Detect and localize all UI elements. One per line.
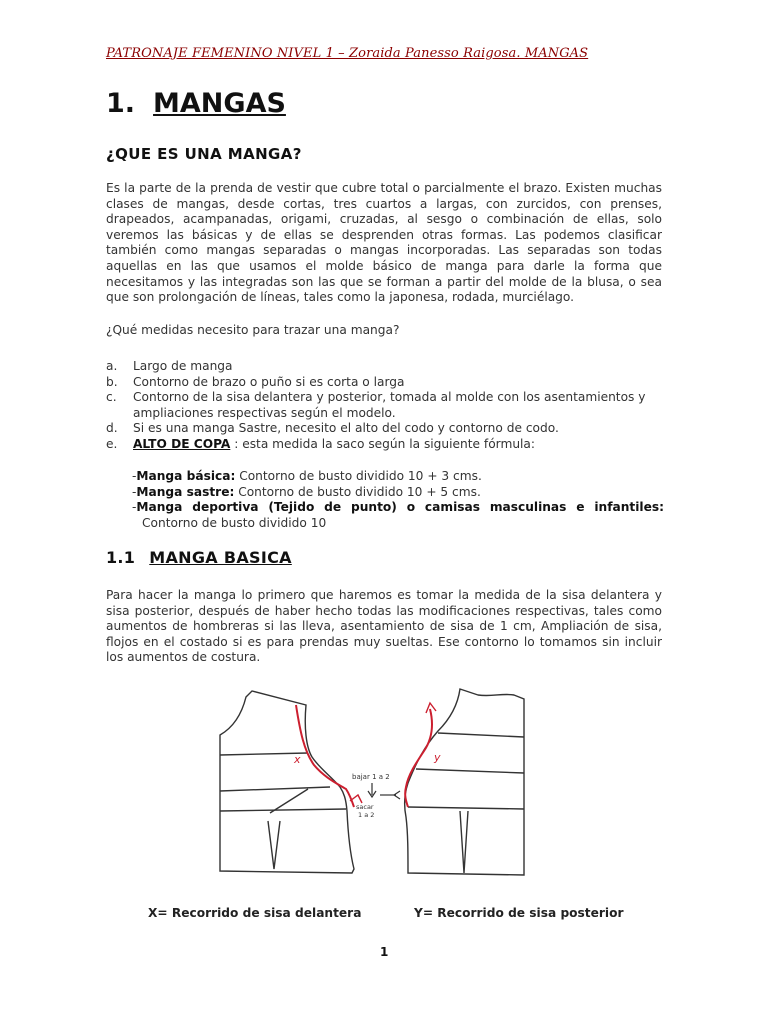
list-letter: d. [106,421,118,436]
formula-item: -Manga deportiva (Tejido de punto) o camisas masculinas e infantiles: Contorno de busto dividido 10 [132,500,664,530]
note-sacar: sacar [356,803,374,811]
measures-list [106,359,666,453]
paragraph-line: flojos en el costado si es para prendas muy sueltas. Ese contorno lo tomamos sin incluir [106,634,662,649]
list-text: Contorno de brazo o puño si es corta o larga [133,374,405,389]
formula-label: Manga sastre: [136,484,235,499]
caption-back-armhole: Y= Recorrido de sisa posterior [414,906,624,920]
paragraph-line: aumentos de hombreras si las lleva, asentamiento de sisa de 1 cm, Ampliación de sisa, [106,619,662,634]
formula-label: Manga deportiva (Tejido de punto) o camisas masculinas e infantiles: [136,500,664,515]
list-letter: c. [106,390,117,405]
front-waist-line [220,809,346,811]
paragraph-line: sisa posterior, después de haber hecho todas las modificaciones respectivas, tales como [106,603,662,618]
list-text: Largo de manga [133,359,233,373]
formula-text: Contorno de busto dividido 10 + 5 cms. [234,484,481,499]
list-letter: a. [106,359,118,373]
back-waist-line [408,807,524,809]
list-text: : esta medida la saco según la siguiente fórmula: [230,436,536,451]
list-item [106,359,666,375]
paragraph-line: veremos las básicas y de ellas se desprenden otras formas. Las podemos clasificar [106,227,662,242]
front-bust-line [220,787,330,791]
paragraph-line: Es la parte de la prenda de vestir que cubre total o parcialmente el brazo. Existen muchas [106,181,662,195]
paragraph-line: clases de mangas, desde cortas, tres cuartos a largas, con zurcidos, con prenses, [106,196,662,211]
note-sacar-amount: 1 a 2 [358,811,375,819]
formula-label: Manga básica: [136,469,236,483]
running-header: PATRONAJE FEMENINO NIVEL 1 – Zoraida Panesso Raigosa. MANGAS [106,46,589,61]
caption-front-armhole: X= Recorrido de sisa delantera [148,906,362,920]
formula-list [132,469,664,531]
formula-text: Contorno de busto dividido 10 + 3 cms. [235,469,482,483]
formula-item: -Manga sastre: Contorno de busto dividido 10 + 5 cms. [132,484,481,499]
paragraph-line: drapeados, acampanadas, origami, cruzadas, al sesgo o combinación de ellas, solo [106,212,662,227]
armhole-pattern-figure [212,683,534,877]
back-chest-line [438,733,524,737]
back-armhole-curve [405,709,432,807]
left-arrow-icon [394,791,400,799]
section-title: MANGA BASICA [149,548,292,567]
page-number: 1 [380,945,389,959]
list-letter: b. [106,374,118,389]
paragraph-definition [106,181,662,306]
paragraph-line: Para hacer la manga lo primero que haremos es tomar la medida de la sisa delantera y [106,588,662,602]
label-y: y [434,751,441,764]
paragraph-manga-basica [106,588,662,666]
back-dart [460,811,468,873]
alto-de-copa-term: ALTO DE COPA [133,436,231,451]
paragraph-line: los aumentos de costura. [106,650,261,665]
section-title: MANGAS [153,88,286,119]
measures-question: ¿Qué medidas necesito para trazar una manga? [106,323,400,337]
paragraph-line: aquellas en las que usamos el molde básico de manga para darle la forma que [106,258,662,273]
formula-item: -Manga básica: Contorno de busto dividido 10 + 3 cms. [132,469,482,483]
paragraph-line: que son prolongación de líneas, tales como la japonesa, rodada, murciélago. [106,290,575,305]
list-text: Contorno de la sisa delantera y posterior, tomada al molde con los asentamientos y ampliaciones respectivas según el modelo. [133,390,646,420]
paragraph-line: necesitamos y las integradas son las que se forman a partir del molde de la blusa, o sea [106,274,662,289]
back-outline [405,689,524,875]
list-item [106,390,666,421]
note-bajar: bajar 1 a 2 [352,773,390,781]
formula-text: Contorno de busto dividido 10 [142,515,327,530]
section-number: 1.1 [106,548,136,567]
list-text: Si es una manga Sastre, necesito el alto del codo y contorno de codo. [133,421,559,436]
back-bust-line [416,769,524,773]
section-heading-mangas [106,88,286,119]
section-heading-manga-basica [106,548,292,567]
list-letter: e. [106,436,118,451]
front-dart [268,821,280,869]
list-item [106,421,666,437]
section-number: 1. [106,88,136,119]
question-heading: ¿QUE ES UNA MANGA? [106,145,302,163]
paragraph-line: también como mangas separadas o mangas incorporadas. Las separadas son todas [106,243,662,258]
list-item [106,437,666,453]
label-x: x [294,753,301,766]
back-bodice-pattern [405,689,524,875]
list-item [106,375,666,391]
